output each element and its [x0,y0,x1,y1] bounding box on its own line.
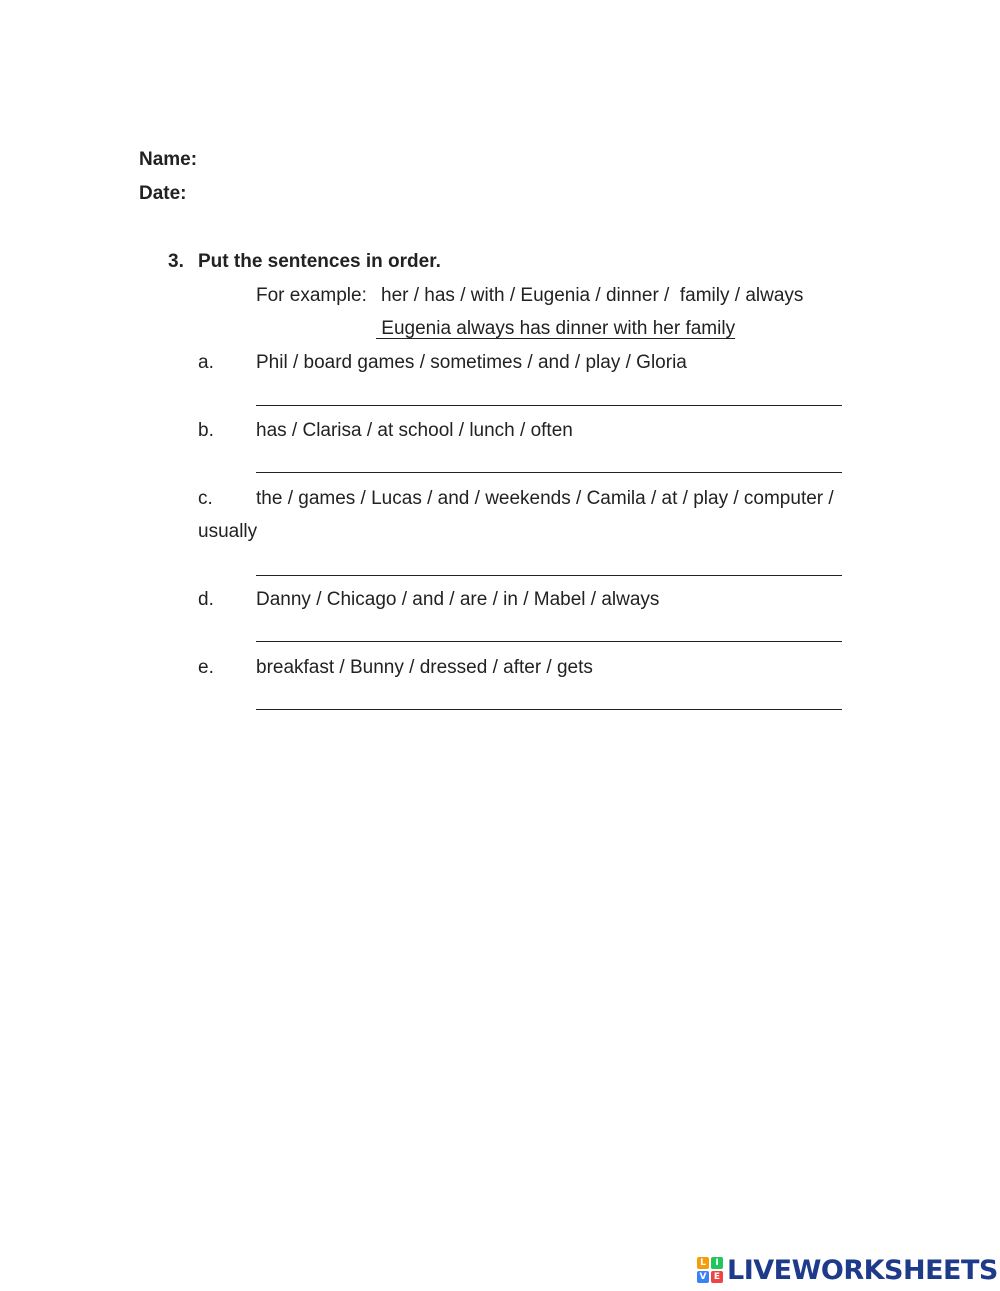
item-words-d: Danny / Chicago / and / are / in / Mabel / always [256,589,660,610]
liveworksheets-logo [697,1255,998,1285]
answer-line-c[interactable] [256,575,842,576]
item-words-e: breakfast / Bunny / dressed / after / gets [256,657,593,678]
answer-line-a[interactable] [256,405,842,406]
example-answer: Eugenia always has dinner with her family [376,318,736,339]
answer-line-b[interactable] [256,472,842,473]
item-letter-e: e. [198,657,214,678]
item-words-c-continuation: usually [198,521,258,542]
example-words: her / has / with / Eugenia / dinner / family / always [381,285,804,306]
logo-tile-l: L [697,1257,709,1269]
item-letter-b: b. [198,420,214,441]
example-label: For example: [256,285,367,306]
logo-wordmark: LIVEWORKSHEETS [727,1254,998,1286]
answer-line-e[interactable] [256,709,842,710]
item-words-a: Phil / board games / sometimes / and / play / Gloria [256,352,687,373]
item-letter-a: a. [198,352,214,373]
exercise-number: 3. [168,251,184,272]
logo-tile-i: I [711,1257,723,1269]
date-label: Date: [139,183,187,204]
logo-tile-v: V [697,1271,709,1283]
logo-tile-e: E [711,1271,723,1283]
item-words-c: the / games / Lucas / and / weekends / Camila / at / play / computer / [256,488,834,509]
name-label: Name: [139,149,198,170]
item-letter-d: d. [198,589,214,610]
item-letter-c: c. [198,488,213,509]
exercise-title: Put the sentences in order. [198,251,441,272]
logo-tiles-icon [697,1257,723,1283]
item-words-b: has / Clarisa / at school / lunch / often [256,420,573,441]
answer-line-d[interactable] [256,641,842,642]
